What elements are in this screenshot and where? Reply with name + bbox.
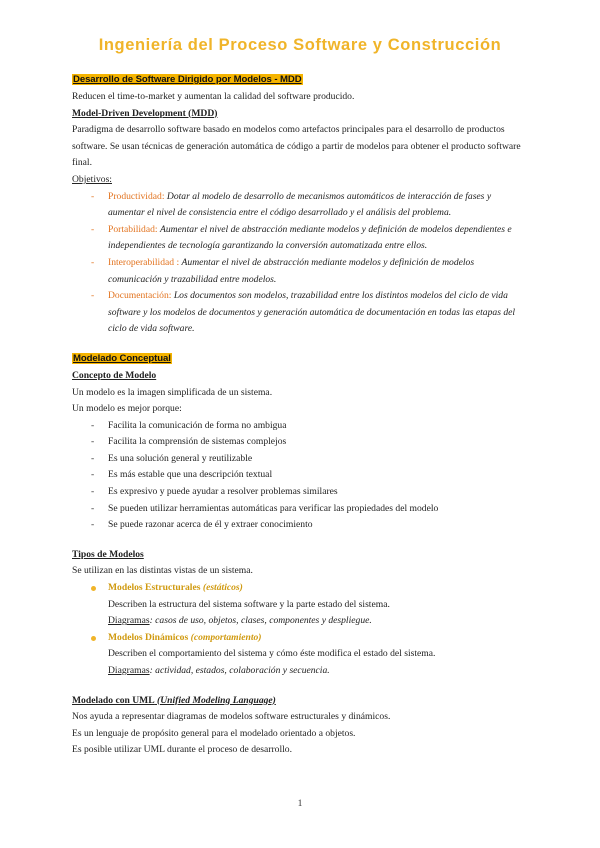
list-item <box>91 630 528 680</box>
uml-heading: Modelado con UML <box>72 694 155 706</box>
list-item: - Se pueden utilizar herramientas automáticas para verificar las propiedades del modelo <box>91 501 528 518</box>
concept-line: Un modelo es la imagen simplificada de un sistema. <box>72 386 273 398</box>
list-item <box>91 255 528 288</box>
types-list <box>72 580 528 680</box>
types-heading: Tipos de Modelos <box>72 548 144 560</box>
type-diagrams <box>108 663 528 680</box>
bullet-icon <box>91 586 96 591</box>
uml-heading-line <box>72 693 528 710</box>
objective-term: Productividad: <box>108 190 167 202</box>
type-qualifier: (comportamiento) <box>190 631 262 643</box>
diagrams-list: : casos de uso, objetos, clases, componentes y despliegue. <box>149 615 372 627</box>
section-mdd <box>72 72 528 89</box>
list-item: - Se puede razonar acerca de él y extraer conocimiento <box>91 517 528 534</box>
page-number: 1 <box>297 798 303 809</box>
diagrams-label: Diagramas <box>108 665 150 676</box>
type-name: Modelos Estructurales <box>108 582 203 594</box>
objectives-list <box>72 189 528 338</box>
type-name: Modelos Dinámicos <box>108 631 191 643</box>
uml-qualifier: (Unified Modeling Language) <box>154 694 276 706</box>
uml-line: Es posible utilizar UML durante el proceso de desarrollo. <box>72 744 292 756</box>
types-intro: Se utilizan en las distintas vistas de un sistema. <box>72 565 253 577</box>
document-content <box>72 72 528 759</box>
objectives-label: Objetivos: <box>72 173 112 185</box>
mdd-subheading: Model-Driven Development (MDD) <box>72 107 218 119</box>
list-item: - Facilita la comprensión de sistemas complejos <box>91 434 528 451</box>
list-item: - Es expresivo y puede ayudar a resolver problemas similares <box>91 484 528 501</box>
mdd-intro: Reducen el time-to-market y aumentan la calidad del software producido. <box>72 91 355 102</box>
type-qualifier: (estáticos) <box>202 582 243 594</box>
objective-term: Documentación: <box>108 290 174 302</box>
type-description: Describen el comportamiento del sistema y cómo éste modifica el estado del sistema. <box>108 648 436 660</box>
section-heading-modelado: Modelado Conceptual <box>73 352 171 364</box>
diagrams-list: : actividad, estados, colaboración y secuencia. <box>149 665 330 676</box>
list-item: - Facilita la comunicación de forma no ambigua <box>91 418 528 435</box>
bullet-icon <box>91 636 96 641</box>
document-title: Ingeniería del Proceso Software y Construcción <box>98 36 502 54</box>
mdd-paragraph: Paradigma de desarrollo software basado en modelos como artefactos principales para el desarrollo de productos software. Se usan técnicas de generación automática de código a partir de modelos para obtener el producto software final. <box>72 124 521 169</box>
uml-line: Nos ayuda a representar diagramas de modelos software estructurales y dinámicos. <box>72 711 391 723</box>
objective-text: Aumentar el nivel de abstracción mediante modelos y definición de modelos comunicación y trazabilidad entre modelos. <box>108 256 475 285</box>
list-item: - Es una solución general y reutilizable <box>91 451 528 468</box>
objective-term: Interoperabilidad : <box>108 256 182 268</box>
objective-text: Dotar al modelo de desarrollo de mecanismos automáticos de interacción de fases y aumentar el nivel de consistencia entre el código desarrollado y el análisis del problema. <box>108 190 492 219</box>
list-item <box>91 288 528 338</box>
list-item: - Es más estable que una descripción textual <box>91 467 528 484</box>
section-heading-mdd: Desarrollo de Software Dirigido por Modelos - MDD <box>73 74 302 85</box>
objective-text: Aumentar el nivel de abstracción mediante modelos y definición de modelos dependientes e independientes de tecnología garantizando la conversión automatizada entre ellos. <box>108 223 512 252</box>
section-modelado <box>72 351 528 368</box>
list-item <box>91 580 528 630</box>
uml-line: Es un lenguaje de propósito general para el modelado orientado a objetos. <box>72 727 356 739</box>
concept-line: Un modelo es mejor porque: <box>72 403 182 415</box>
reasons-list <box>72 418 528 534</box>
list-item <box>91 222 528 255</box>
objective-term: Portabilidad: <box>108 223 160 235</box>
type-description: Describen la estructura del sistema software y la parte estado del sistema. <box>108 598 390 610</box>
list-item <box>91 189 528 222</box>
type-diagrams <box>108 613 528 630</box>
diagrams-label: Diagramas <box>108 615 150 627</box>
concept-heading: Concepto de Modelo <box>72 369 157 381</box>
objective-text: Los documentos son modelos, trazabilidad entre los distintos modelos del ciclo de vida software y los modelos de documentos y generación automática de documentación en todas las etapas del ciclo de vida software. <box>108 290 516 335</box>
